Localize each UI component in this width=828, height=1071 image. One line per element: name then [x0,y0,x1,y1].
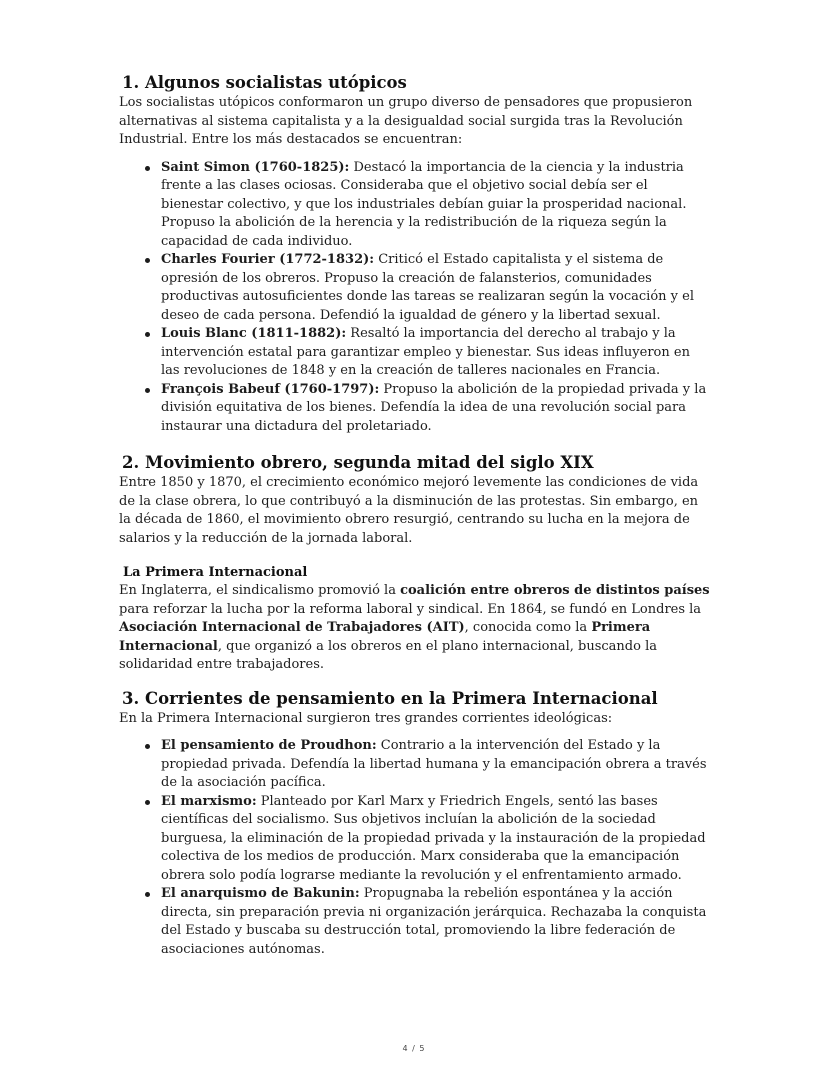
list-item-term: Louis Blanc (1811-1882): [161,326,347,341]
list-item-text: Resaltó la importancia del derecho al trabajo y la intervención estatal para garantizar empleo y bienestar. Sus ideas influyeron en las revoluciones de 1848 y en la creación de talleres nacionales en Francia. [161,326,690,378]
text-run: para reforzar la lucha por la reforma laboral y sindical. En 1864, se fundó en Londres la [119,601,702,617]
list-item-text: Criticó el Estado capitalista y el sistema de opresión de los obreros. Propuso la creación de falansterios, comunidades productivas autosuficientes donde las tareas se realizaran según la vocación y el deseo de cada persona. Defendió la igualdad de género y la libertad sexual. [161,252,694,323]
list-item-term: Saint Simon (1760-1825): [161,159,350,175]
list-item-term: El marxismo: [161,793,257,809]
bold-run: Asociación Internacional de Trabajadores (AIT) [119,620,465,635]
list-item-text: Propuso la abolición de la propiedad privada y la división equitativa de los bienes. Defendía la idea de una revolución social para instaurar una dictadura del proletariado. [161,381,707,434]
list-item-term: Charles Fourier (1772-1832): [161,252,375,267]
list-item-text: Destacó la importancia de la ciencia y la industria frente a las clases ociosas. Consideraba que el objetivo social debía ser el bienestar colectivo, y que los industriales debían guiar la prosperidad nacional. Propuso la abolición de la herencia y la redistribución de la riqueza según la capacidad de cada individuo. [161,159,687,249]
list-item [119,885,711,959]
section-1-heading: 1. Algunos socialistas utópicos [122,73,407,92]
text-run: En Inglaterra, el sindicalismo promovió la [119,583,401,598]
text-run: , conocida como la [464,620,592,635]
page-number: 4 / 5 [402,1044,426,1053]
list-item-term: El pensamiento de Proudhon: [161,738,377,753]
list-item [119,737,711,793]
section-1-intro: Los socialistas utópicos conformaron un grupo diverso de pensadores que propusieron alternativas al sistema capitalista y a la desigualdad social surgida tras la Revolución Industrial. Entre los más destacados se encuentran: [119,95,693,147]
list-item-term: El anarquismo de Bakunin: [161,886,360,901]
bold-run: Primera Internacional [119,620,651,654]
subsection-body [119,582,711,675]
list-item-text: Planteado por Karl Marx y Friedrich Engels, sentó las bases científicas del socialismo. Sus objetivos incluían la abolición de la sociedad burguesa, la eliminación de la propiedad privada y la instauración de la propiedad colectiva de los medios de producción. Marx consideraba que la emancipación obrera solo podía lograrse mediante la revolución y el enfrentamiento armado. [161,793,706,883]
section-2-heading: 2. Movimiento obrero, segunda mitad del siglo XIX [122,453,594,472]
text-run: , que organizó a los obreros en el plano internacional, buscando la solidaridad entre trabajadores. [119,638,657,672]
list-item [119,251,711,325]
utopian-socialists-list [119,159,711,437]
section-3-heading: 3. Corrientes de pensamiento en la Primera Internacional [122,688,658,708]
subsection-heading: La Primera Internacional [123,565,308,580]
document-page [119,72,711,959]
list-item [119,325,711,381]
list-item-text: Propugnaba la rebelión espontánea y la acción directa, sin preparación previa ni organización jerárquica. Rechazaba la conquista del Estado y buscaba su destrucción total, promoviendo la libre federación de asociaciones autónomas. [161,886,707,957]
ideological-currents-list [119,737,711,959]
list-item-term: François Babeuf (1760-1797): [161,381,380,397]
section-3-intro: En la Primera Internacional surgieron tres grandes corrientes ideológicas: [119,710,613,726]
list-item [119,381,711,437]
list-item [119,159,711,252]
list-item-text: Contrario a la intervención del Estado y la propiedad privada. Defendía la libertad humana y la emancipación obrera a través de la asociación pacífica. [161,738,707,790]
bold-run: coalición entre obreros de distintos países [400,583,710,598]
section-2-body: Entre 1850 y 1870, el crecimiento económico mejoró levemente las condiciones de vida de la clase obrera, lo que contribuyó a la disminución de las protestas. Sin embargo, en la década de 1860, el movimiento obrero resurgió, centrando su lucha en la mejora de salarios y la reducción de la jornada laboral. [119,475,699,546]
list-item [119,793,711,886]
